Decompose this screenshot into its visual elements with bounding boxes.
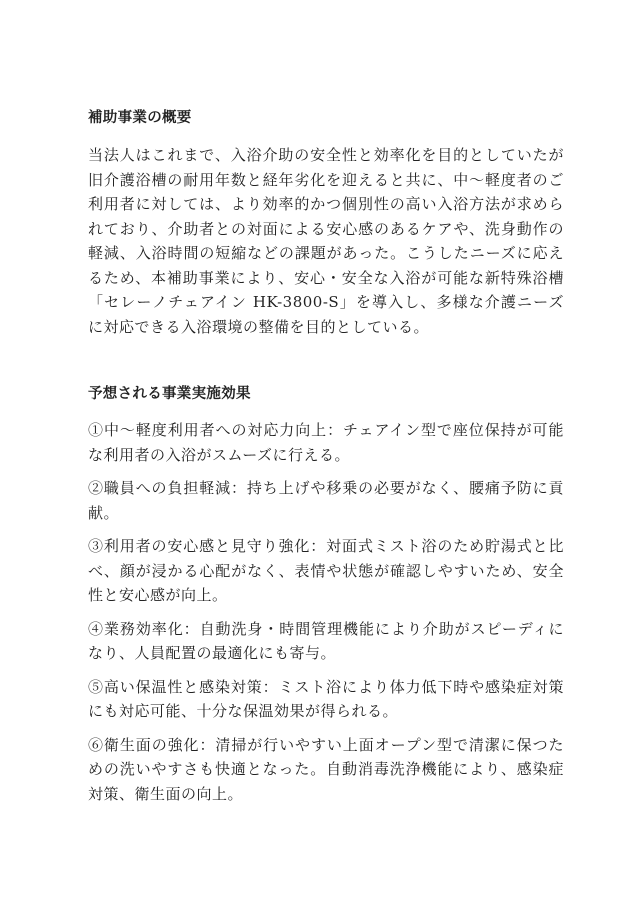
effect-item-6: ⑥衛生面の強化：清掃が行いやすい上面オープン型で清潔に保つための洗いやすさも快適となった。自動消毒洗浄機能により、感染症対策、衛生面の向上。 <box>88 735 564 803</box>
effects-section <box>88 384 564 806</box>
effect-item-2: ②職員への負担軽減：持ち上げや移乗の必要がなく、腰痛予防に貢献。 <box>88 479 564 522</box>
effect-item-4: ④業務効率化：自動洗身・時間管理機能により介助がスピーディになり、人員配置の最適化にも寄与。 <box>88 619 564 662</box>
effect-item-5: ⑤高い保温性と感染対策：ミスト浴により体力低下時や感染症対策にも対応可能、十分な保温効果が得られる。 <box>88 677 564 720</box>
document-page <box>88 108 564 815</box>
overview-body: 当法人はこれまで、入浴介助の安全性と効率化を目的としていたが旧介護浴槽の耐用年数と経年劣化を迎えると共に、中～軽度者のご利用者に対しては、より効率的かつ個別性の高い入浴方法が求められており、介助者との対面による安心感のあるケアや、洗身動作の軽減、入浴時間の短縮などの課題があった。こうしたニーズに応えるため、本補助事業により、安心・安全な入浴が可能な新特殊浴槽「セレーノチェアイン HK-3800-S」を導入し、多様な介護ニーズに対応できる入浴環境の整備を目的としている。 <box>88 146 564 336</box>
effect-item-1: ①中～軽度利用者への対応力向上：チェアイン型で座位保持が可能な利用者の入浴がスムーズに行える。 <box>88 421 564 464</box>
overview-heading: 補助事業の概要 <box>88 110 192 126</box>
effect-item-3: ③利用者の安心感と見守り強化：対面式ミスト浴のため貯湯式と比べ、顔が浸かる心配がなく、表情や状態が確認しやすいため、安全性と安心感が向上。 <box>88 537 564 604</box>
effects-heading: 予想される事業実施効果 <box>88 386 251 402</box>
overview-section <box>88 108 564 339</box>
